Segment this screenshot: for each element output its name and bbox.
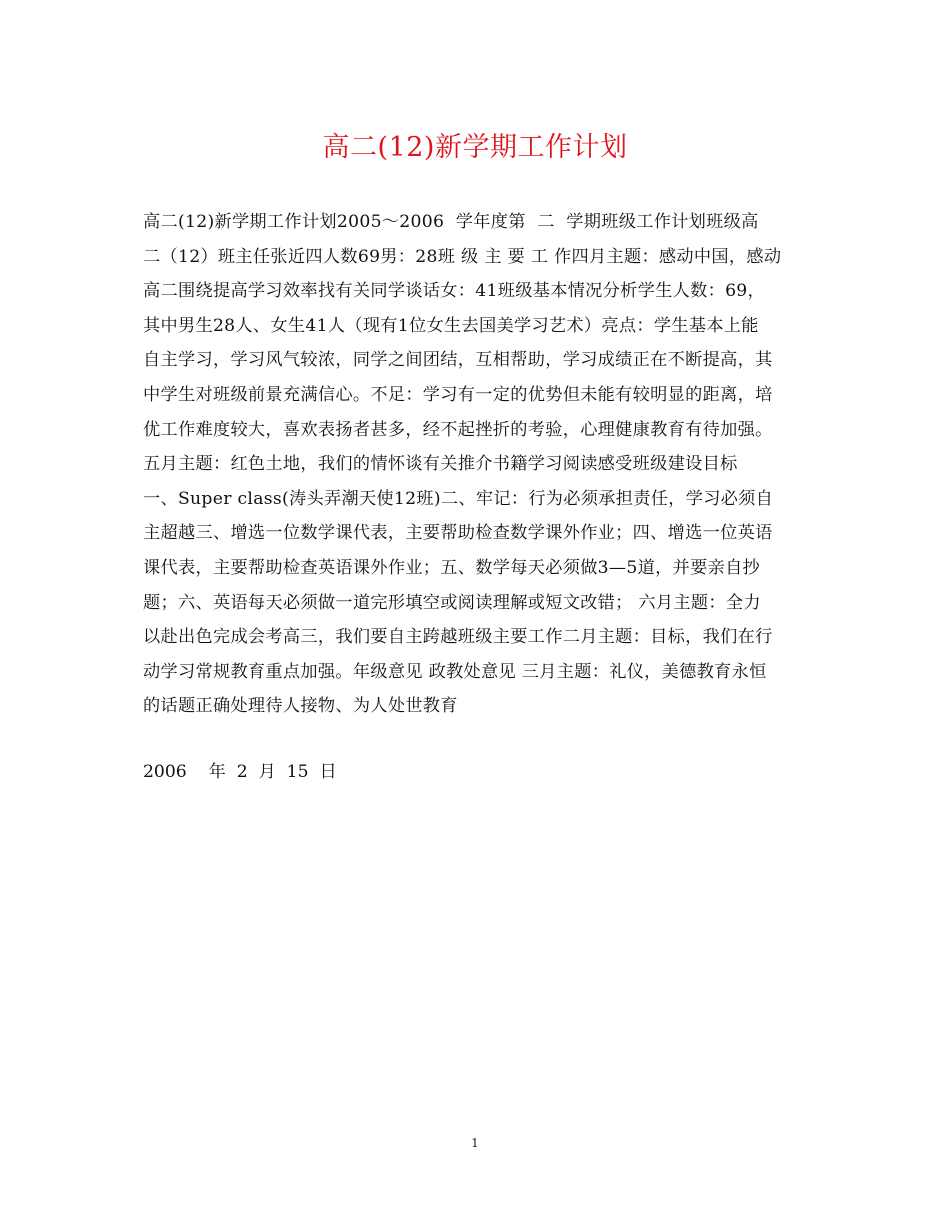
body-line: 的话题正确处理待人接物、为人处世教育 bbox=[143, 696, 458, 717]
document-body bbox=[143, 205, 813, 724]
body-line: 主超越三、增选一位数学课代表，主要帮助检查数学课外作业；四、增选一位英语 bbox=[143, 523, 773, 544]
body-line: 五月主题：红色土地，我们的情怀谈有关推介书籍学习阅读感受班级建设目标 bbox=[143, 454, 738, 475]
document-title: 高二(12)新学期工作计划 bbox=[322, 132, 628, 163]
body-line: 高二围绕提高学习效率找有关同学谈话女：41班级基本情况分析学生人数：69， bbox=[143, 281, 766, 302]
body-line: 一、Super class(涛头弄潮天使12班)二、牢记：行为必须承担责任，学习必须自 bbox=[143, 488, 774, 509]
document-date: 2006 年 2 月 15 日 bbox=[143, 762, 337, 782]
body-line: 其中男生28人、女生41人（现有1位女生去国美学习艺术）亮点：学生基本上能 bbox=[143, 315, 759, 336]
body-line: 动学习常规教育重点加强。年级意见 政教处意见 三月主题：礼仪，美德教育永恒 bbox=[143, 661, 767, 682]
body-line: 二（12）班主任张近四人数69男：28班 级 主 要 工 作四月主题：感动中国，感动 bbox=[143, 246, 782, 267]
body-line: 优工作难度较大，喜欢表扬者甚多，经不起挫折的考验，心理健康教育有待加强。 bbox=[143, 419, 773, 440]
body-line: 高二(12)新学期工作计划2005～2006 学年度第 二 学期班级工作计划班级高 bbox=[143, 212, 759, 232]
body-line: 中学生对班级前景充满信心。不足：学习有一定的优势但未能有较明显的距离，培 bbox=[143, 384, 773, 405]
body-line: 课代表，主要帮助检查英语课外作业；五、数学每天必须做3—5道，并要亲自抄 bbox=[143, 557, 761, 578]
body-line: 以赴出色完成会考高三，我们要自主跨越班级主要工作二月主题：目标，我们在行 bbox=[143, 627, 773, 648]
body-line: 自主学习，学习风气较浓，同学之间团结，互相帮助，学习成绩正在不断提高，其 bbox=[143, 350, 773, 371]
body-line: 题；六、英语每天必须做一道完形填空或阅读理解或短文改错； 六月主题：全力 bbox=[143, 592, 761, 613]
page-number: 1 bbox=[471, 1136, 479, 1150]
